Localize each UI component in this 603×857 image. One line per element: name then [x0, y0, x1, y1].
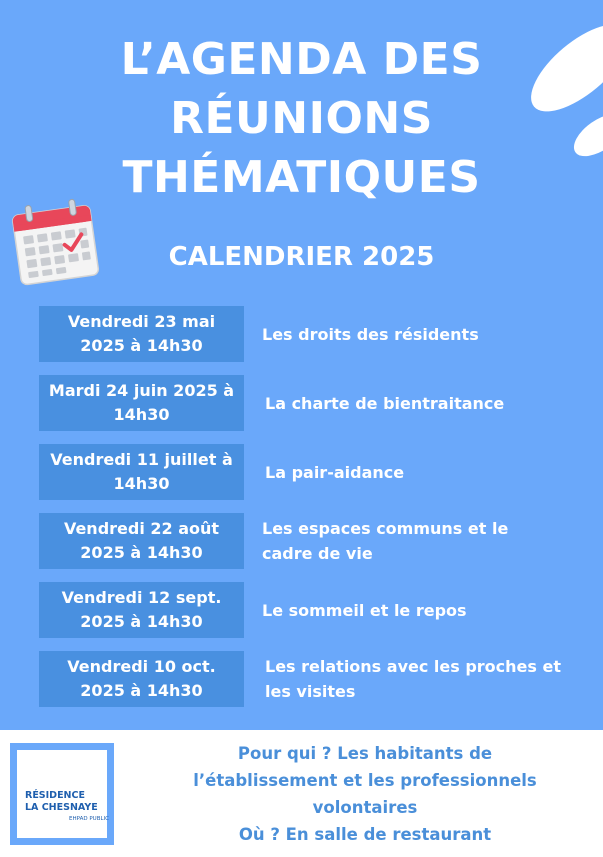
footer-line: l’établissement et les professionnels	[193, 771, 537, 790]
poster-title	[0, 30, 603, 207]
meeting-row	[0, 306, 603, 362]
meeting-topic: Les espaces communs et le cadre de vie	[262, 519, 509, 563]
meeting-topic: Le sommeil et le repos	[262, 600, 467, 620]
meeting-date: Vendredi 23 mai 2025 à 14h30	[39, 306, 244, 362]
meeting-topic: La pair-aidance	[265, 462, 405, 482]
meeting-row	[0, 444, 603, 500]
footer-line: Où ? En salle de restaurant	[238, 825, 492, 844]
meeting-date: Mardi 24 juin 2025 à 14h30	[39, 375, 244, 431]
meeting-topic: Les relations avec les proches et les visites	[265, 657, 561, 701]
footer-panel	[0, 730, 603, 857]
meeting-topic: La charte de bientraitance	[265, 393, 505, 413]
title-line: L’AGENDA DES	[120, 34, 483, 85]
footer-info	[140, 740, 590, 848]
footer-line: Pour qui ? Les habitants de	[237, 744, 493, 763]
meeting-row	[0, 582, 603, 638]
logo-name	[25, 790, 107, 814]
meeting-date: Vendredi 12 sept. 2025 à 14h30	[39, 582, 244, 638]
title-line: THÉMATIQUES	[122, 152, 481, 203]
calendar-subtitle: CALENDRIER 2025	[168, 242, 435, 272]
logo-line: RÉSIDENCE	[25, 790, 85, 801]
footer-line: volontaires	[312, 798, 418, 817]
residence-logo	[10, 743, 114, 845]
title-line: RÉUNIONS	[170, 93, 433, 144]
meeting-date: Vendredi 22 août 2025 à 14h30	[39, 513, 244, 569]
logo-line: LA CHESNAYE	[25, 802, 98, 813]
meeting-date: Vendredi 10 oct. 2025 à 14h30	[39, 651, 244, 707]
logo-subtitle: EHPAD PUBLIC	[69, 816, 109, 822]
meeting-row	[0, 651, 603, 707]
meeting-date: Vendredi 11 juillet à 14h30	[39, 444, 244, 500]
meeting-topic: Les droits des résidents	[262, 324, 479, 344]
meeting-row	[0, 375, 603, 431]
meeting-row	[0, 513, 603, 569]
